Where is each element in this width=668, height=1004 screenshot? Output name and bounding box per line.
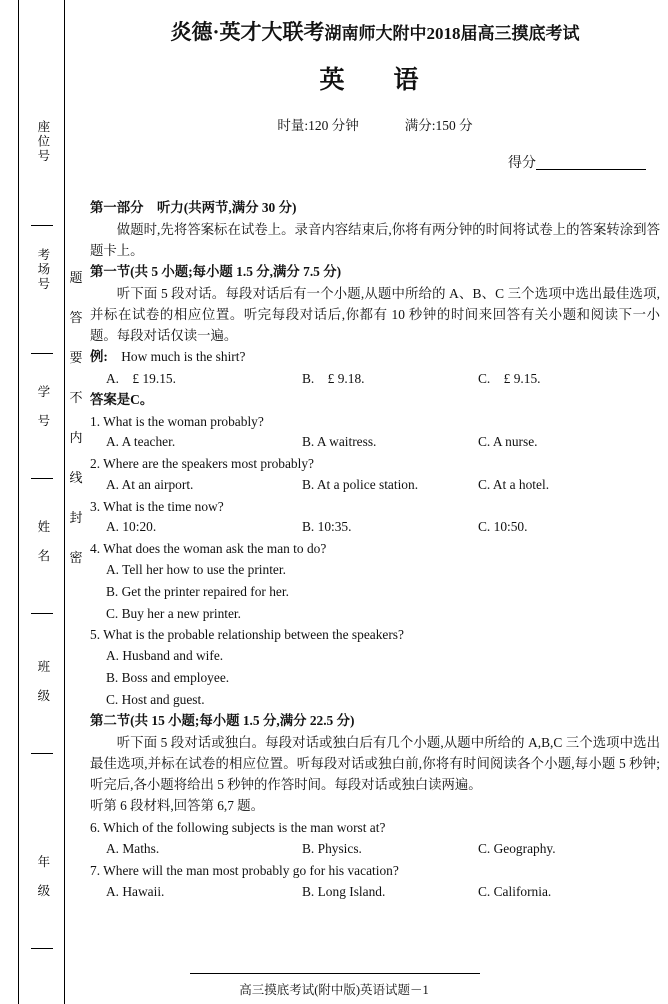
option-b[interactable]: B. 10:35.	[302, 519, 352, 535]
section2-heading: 第二节(共 15 小题;每小题 1.5 分,满分 22.5 分)	[90, 713, 355, 729]
seal-char: 密	[69, 550, 83, 565]
example-question-text: How much is the shirt?	[121, 349, 246, 365]
option-a[interactable]: A. Maths.	[106, 840, 160, 856]
question-3-options	[90, 517, 660, 538]
seal-field-rule	[31, 353, 53, 354]
option-b[interactable]: B. Long Island.	[302, 883, 386, 899]
seal-field-rule	[31, 753, 53, 754]
seal-field-rule	[31, 225, 53, 226]
title-school: 湖南师大附中	[324, 24, 427, 43]
question-number: 4.	[90, 541, 101, 557]
question-6-options	[90, 839, 660, 860]
option-c[interactable]: C. Buy her a new printer.	[106, 605, 241, 621]
option-c[interactable]: C. California.	[478, 883, 552, 899]
question-2	[90, 454, 660, 475]
score-blank-line[interactable]	[536, 169, 646, 170]
option-a[interactable]: A. £ 19.15.	[106, 371, 176, 387]
option-a[interactable]: A. Hawaii.	[106, 883, 165, 899]
seal-margin	[0, 0, 86, 1004]
option-a[interactable]: A. 10:20.	[106, 519, 157, 535]
question-text: What is the time now?	[103, 498, 224, 514]
exam-meta	[90, 114, 660, 134]
seal-char: 线	[69, 470, 83, 485]
seal-field-student-no	[22, 385, 62, 434]
material-6-note: 听第 6 段材料,回答第 6,7 题。	[90, 798, 265, 814]
question-text: What is the woman probably?	[103, 413, 264, 429]
seal-warning-text	[68, 258, 84, 578]
question-3	[90, 497, 660, 518]
seal-char: 题	[69, 270, 83, 285]
option-c[interactable]: C. 10:50.	[478, 519, 528, 535]
full-marks-label: 满分:150 分	[404, 118, 473, 133]
subject-title: 英 语	[319, 67, 431, 94]
question-4	[90, 539, 660, 560]
option-c[interactable]: C. Geography.	[478, 840, 556, 856]
question-1-options	[90, 432, 660, 453]
part1-heading: 第一部分 听力(共两节,满分 30 分)	[90, 200, 297, 215]
question-text: What is the probable relationship between the speakers?	[103, 627, 404, 643]
example-options	[90, 369, 660, 390]
footer-rule	[190, 973, 480, 974]
option-c[interactable]: C. £ 9.15.	[478, 371, 541, 387]
seal-field-label: 学 号	[35, 385, 50, 429]
seal-field-room-no	[22, 248, 62, 297]
example-label: 例:	[90, 349, 108, 365]
margin-rule-left	[18, 0, 19, 1004]
title-exam: 2018届高三摸底考试	[426, 24, 580, 43]
paper-content	[90, 0, 660, 1004]
time-label: 时量:120 分钟	[277, 118, 359, 133]
seal-field-label: 考场号	[35, 248, 50, 292]
seal-char: 内	[69, 430, 83, 445]
score-box	[90, 152, 660, 172]
seal-char: 不	[69, 390, 83, 405]
option-b[interactable]: B. A waitress.	[302, 434, 377, 450]
question-text: What does the woman ask the man to do?	[103, 541, 327, 557]
answer-value: C。	[130, 391, 154, 407]
seal-field-seat-no	[22, 120, 62, 169]
example-question	[90, 347, 660, 368]
question-number: 2.	[90, 456, 101, 472]
seal-field-label: 年 级	[35, 855, 50, 899]
part1-instruction: 做题时,先将答案标在试卷上。录音内容结束后,你将有两分钟的时间将试卷上的答案转涂到答题卡上。	[90, 221, 660, 258]
option-b[interactable]: B. £ 9.18.	[302, 371, 365, 387]
score-label: 得分	[508, 156, 536, 171]
section2-instruction: 听下面 5 段对话或独白。每段对话或独白后有几个小题,从题中所给的 A,B,C 三个选项中选出最佳选项,并标在试卷的相应位置。听每段对话或独白前,你将有时间阅读各个小题,每小题 5 秒钟;听完后,各小题将给出 5 秒钟的作答时间。每段对话或独白读两遍。	[90, 735, 660, 792]
seal-field-column	[22, 0, 62, 1004]
question-number: 5.	[90, 627, 101, 643]
question-text: Where will the man most probably go for his vacation?	[103, 862, 399, 878]
option-c[interactable]: C. A nurse.	[478, 434, 538, 450]
seal-field-rule	[31, 613, 53, 614]
question-2-options	[90, 475, 660, 496]
option-a[interactable]: A. At an airport.	[106, 476, 194, 492]
title-brand: 炎德·英才大联考	[170, 20, 325, 44]
seal-char: 封	[69, 510, 83, 525]
seal-field-name	[22, 520, 62, 569]
question-5	[90, 625, 660, 646]
option-a[interactable]: A. Tell her how to use the printer.	[106, 562, 286, 578]
question-text: Which of the following subjects is the man worst at?	[103, 820, 386, 836]
example-answer	[90, 390, 660, 411]
seal-field-rule	[31, 948, 53, 949]
paper-body	[90, 198, 660, 902]
seal-field-class	[22, 660, 62, 709]
seal-field-label: 姓 名	[35, 520, 50, 564]
section1-instruction: 听下面 5 段对话。每段对话后有一个小题,从题中所给的 A、B、C 三个选项中选出最佳选项,并标在试卷的相应位置。听完每段对话后,你都有 10 秒钟的时间来回答有关小题和阅读下一小题。每段对话仅读一遍。	[90, 286, 660, 343]
seal-field-label: 座位号	[35, 120, 50, 164]
option-c[interactable]: C. Host and guest.	[106, 691, 205, 707]
margin-rule-right	[64, 0, 65, 1004]
option-b[interactable]: B. Get the printer repaired for her.	[106, 583, 289, 599]
seal-field-rule	[31, 478, 53, 479]
section1-heading: 第一节(共 5 小题;每小题 1.5 分,满分 7.5 分)	[90, 264, 342, 280]
option-b[interactable]: B. At a police station.	[302, 476, 419, 492]
question-6	[90, 818, 660, 839]
option-b[interactable]: B. Physics.	[302, 840, 362, 856]
question-number: 6.	[90, 820, 101, 836]
question-number: 7.	[90, 862, 101, 878]
question-number: 1.	[90, 413, 101, 429]
option-c[interactable]: C. At a hotel.	[478, 476, 550, 492]
question-text: Where are the speakers most probably?	[103, 456, 314, 472]
question-1	[90, 412, 660, 433]
seal-field-label: 班 级	[35, 660, 50, 704]
option-b[interactable]: B. Boss and employee.	[106, 669, 230, 685]
question-7	[90, 861, 660, 882]
seal-char: 答	[69, 310, 83, 325]
option-a[interactable]: A. Husband and wife.	[106, 648, 224, 664]
seal-char: 要	[69, 350, 83, 365]
option-a[interactable]: A. A teacher.	[106, 434, 176, 450]
page-footer: 高三摸底考试(附中版)英语试题－1	[239, 983, 429, 997]
seal-field-grade	[22, 855, 62, 904]
page-title	[90, 16, 660, 46]
answer-label: 答案是	[90, 391, 131, 407]
question-7-options	[90, 882, 660, 903]
question-number: 3.	[90, 498, 101, 514]
